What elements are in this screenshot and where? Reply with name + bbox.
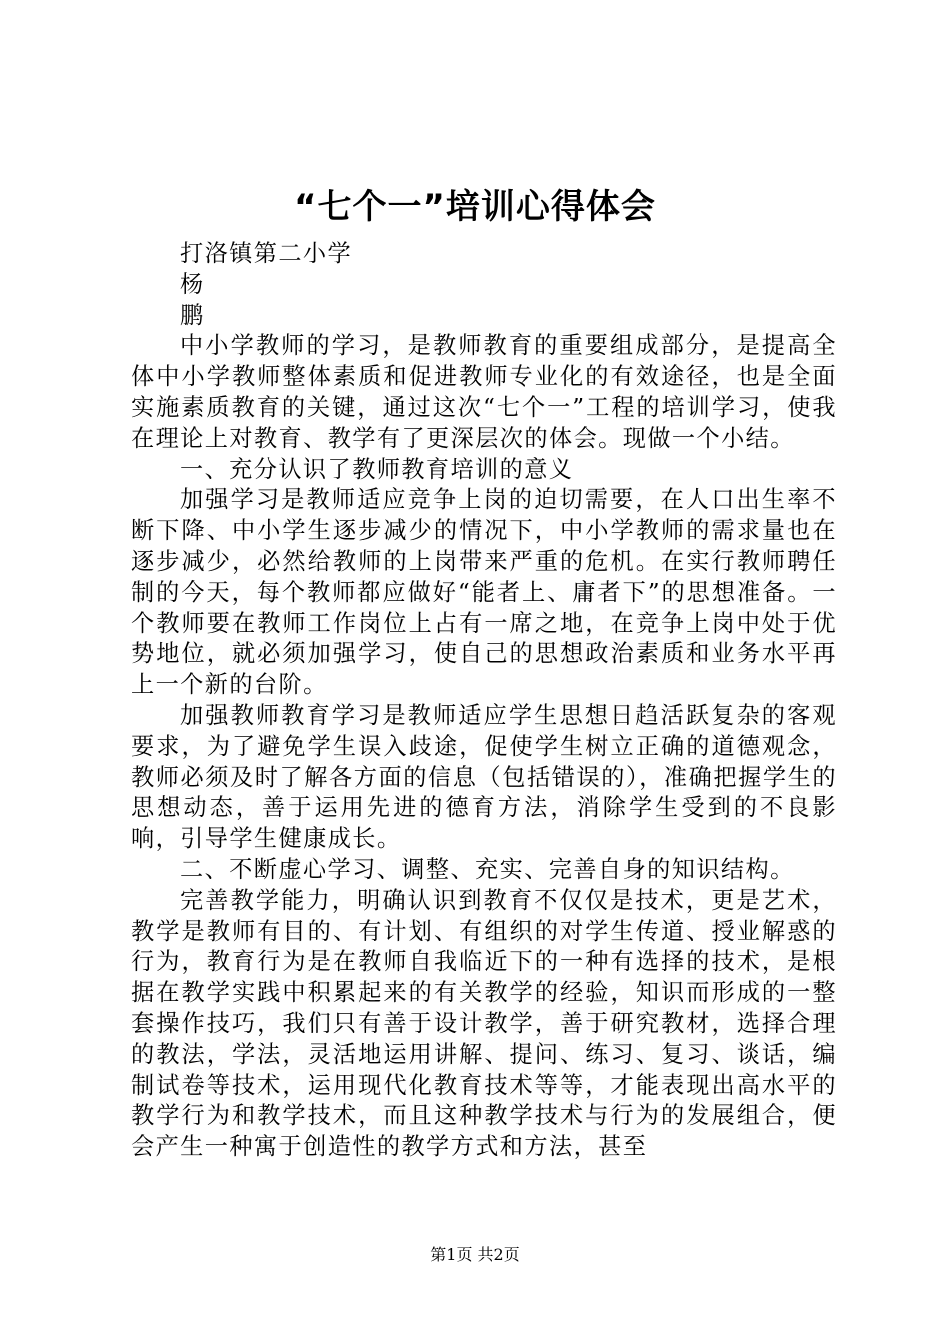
body-paragraph: 加强教师教育学习是教师适应学生思想日趋活跃复杂的客观要求，为了避免学生误入歧途，促使学生树立正确的道德观念，教师必须及时了解各方面的信息（包括错误的），准确把握学生的思想动态，善于运用先进的德育方法，消除学生受到的不良影响，引导学生健康成长。 <box>131 701 837 853</box>
section-heading: 一、充分认识了教师教育培训的意义 <box>180 455 574 483</box>
body-paragraph: 加强学习是教师适应竞争上岗的迫切需要，在人口出生率不断下降、中小学生逐步减少的情况下，中小学教师的需求量也在逐步减少，必然给教师的上岗带来严重的危机。在实行教师聘任制的今天，每个教师都应做好“能者上、庸者下”的思想准备。一个教师要在教师工作岗位上占有一席之地，在竞争上岗中处于优势地位，就必须加强学习，使自己的思想政治素质和业务水平再上一个新的台阶。 <box>131 486 837 699</box>
document-title: “七个一”培训心得体会 <box>294 187 656 227</box>
section-heading: 二、不断虚心学习、调整、充实、完善自身的知识结构。 <box>180 855 795 883</box>
page-footer: 第1页 共2页 <box>430 1245 520 1264</box>
author-surname: 杨 <box>180 270 205 298</box>
document-body <box>131 239 837 1163</box>
author-school: 打洛镇第二小学 <box>180 240 353 267</box>
author-given-name: 鹏 <box>180 301 205 329</box>
body-paragraph: 中小学教师的学习，是教师教育的重要组成部分，是提高全体中小学教师整体素质和促进教师专业化的有效途径，也是全面实施素质教育的关键，通过这次“七个一”工程的培训学习，使我在理论上对教育、教学有了更深层次的体会。现做一个小结。 <box>131 332 837 452</box>
body-paragraph: 完善教学能力，明确认识到教育不仅仅是技术，更是艺术，教学是教师有目的、有计划、有组织的对学生传道、授业解惑的行为，教育行为是在教师自我临近下的一种有选择的技术，是根据在教学实践中积累起来的有关教学的经验，知识而形成的一整套操作技巧，我们只有善于设计教学，善于研究教材，选择合理的教法，学法，灵活地运用讲解、提问、练习、复习、谈话，编制试卷等技术，运用现代化教育技术等等，才能表现出高水平的教学行为和教学技术，而且这种教学技术与行为的发展组合，便会产生一种寓于创造性的教学方式和方法，甚至 <box>131 886 837 1161</box>
